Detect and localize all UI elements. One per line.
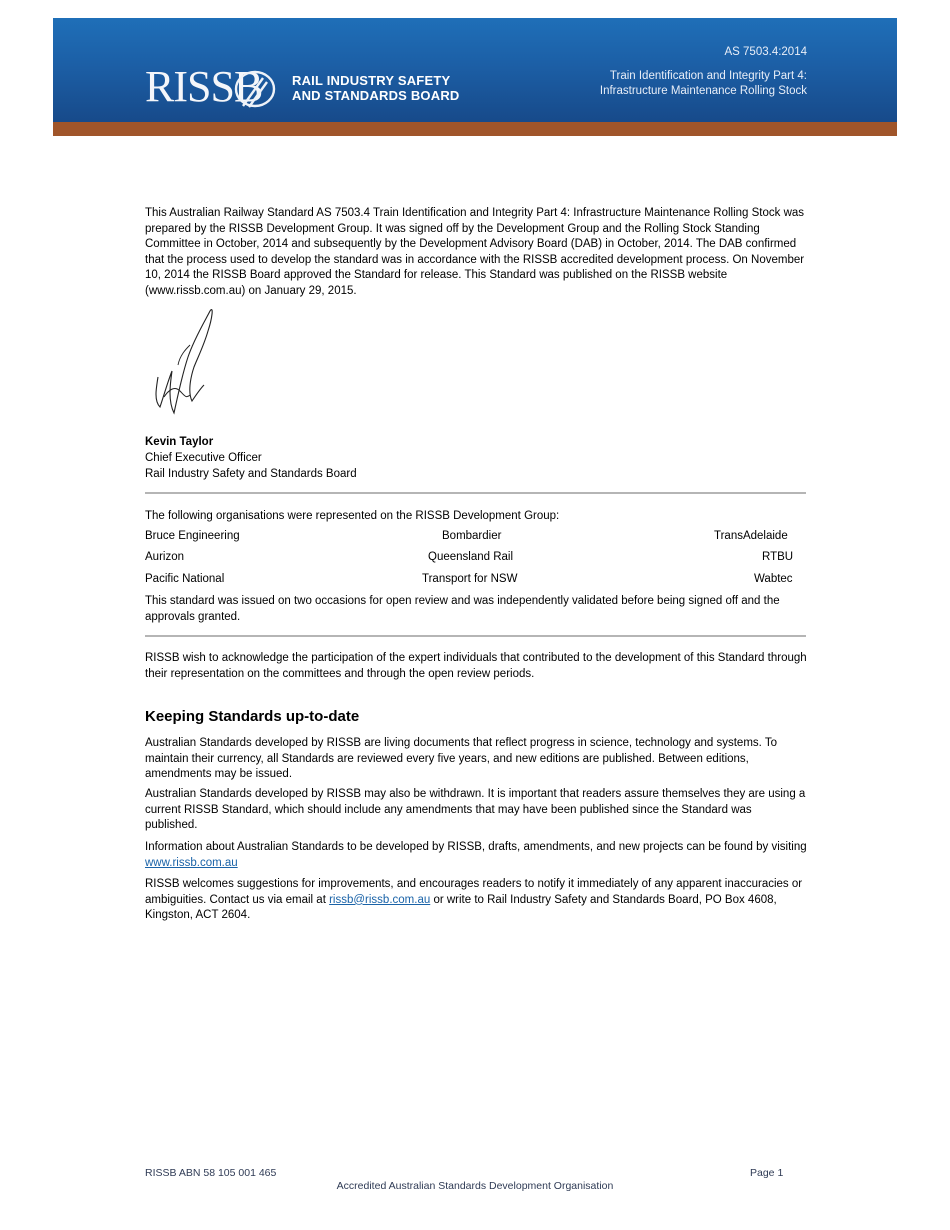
- document-title: [600, 69, 807, 99]
- signer-org: Rail Industry Safety and Standards Board: [145, 468, 357, 480]
- signer-block: [145, 434, 357, 482]
- org-name-line2: AND STANDARDS BOARD: [292, 88, 460, 103]
- signer-name: Kevin Taylor: [145, 436, 214, 448]
- org-cell: Queensland Rail: [428, 551, 514, 563]
- footer-abn: RISSB ABN 58 105 001 465: [145, 1167, 277, 1179]
- keeping-paragraph-2: Australian Standards developed by RISSB may also be withdrawn. It is important that readers assure themselves they are using a current RISSB Standard, which should include any amendments that may have been published since the Standard was published.: [145, 788, 806, 832]
- website-link[interactable]: www.rissb.com.au: [145, 856, 238, 869]
- acknowledgement-paragraph: RISSB wish to acknowledge the participation of the expert individuals that contributed to the development of this Standard through their representation on the committees and through the open review periods.: [145, 652, 807, 680]
- footer-accreditation: Accredited Australian Standards Development Organisation: [336, 1180, 614, 1192]
- keeping-paragraph-3: [145, 840, 807, 871]
- org-cell: Aurizon: [145, 551, 184, 563]
- org-cell: Bruce Engineering: [145, 530, 240, 542]
- organisations-intro: The following organisations were represented on the RISSB Development Group:: [145, 510, 560, 522]
- org-name-line1: RAIL INDUSTRY SAFETY: [292, 73, 451, 88]
- org-cell: TransAdelaide: [714, 530, 788, 542]
- intro-paragraph: This Australian Railway Standard AS 7503.4 Train Identification and Integrity Part 4: Infrastructure Maintenance Rolling Stock was prepared by the RISSB Development Group. It was signed off by the Development Group and the Rolling Stock Standing Committee in October, 2014 and subsequently by the Development Advisory Board (DAB) in October, 2014. The DAB confirmed that the process used to develop the standard was in accordance with the RISSB accredited development process. On November 10, 2014 the RISSB Board approved the Standard for release. This Standard was published on the RISSB website (www.rissb.com.au) on January 29, 2015.: [145, 207, 805, 297]
- header-stripe: [53, 122, 897, 136]
- section-heading: Keeping Standards up-to-date: [145, 708, 360, 725]
- document-title-line1: Train Identification and Integrity Part 4:: [609, 70, 807, 82]
- footer-page-number: Page 1: [750, 1167, 784, 1179]
- org-cell: Pacific National: [145, 573, 225, 585]
- divider: [145, 492, 806, 494]
- keeping-paragraph-4: [145, 877, 807, 924]
- keeping-paragraph-4-after: or write to Rail Industry Safety and Standards Board, PO Box 4608, Kingston, ACT 2604.: [145, 893, 777, 922]
- org-name: [292, 73, 460, 103]
- org-cell: Bombardier: [442, 530, 502, 542]
- signer-role: Chief Executive Officer: [145, 452, 262, 464]
- org-cell: Transport for NSW: [422, 573, 518, 585]
- keeping-paragraph-3-text: Information about Australian Standards to be developed by RISSB, drafts, amendments, and new projects can be found by visiting: [145, 841, 807, 853]
- keeping-paragraph-4-before: RISSB welcomes suggestions for improvements, and encourages readers to notify it immediately of any apparent inaccuracies or ambiguities. Contact us via email at: [145, 878, 803, 906]
- document-title-line2: Infrastructure Maintenance Rolling Stock: [599, 85, 807, 97]
- document-code: AS 7503.4:2014: [724, 46, 807, 58]
- email-link[interactable]: rissb@rissb.com.au: [329, 893, 431, 906]
- org-cell: RTBU: [762, 551, 794, 563]
- org-cell: Wabtec: [754, 573, 793, 585]
- divider: [145, 635, 806, 637]
- issued-note: This standard was issued on two occasions for open review and was independently validated before being signed off and the approvals granted.: [145, 595, 780, 623]
- rissb-logo-text: RISSB: [145, 62, 263, 111]
- signature-image: [150, 305, 220, 417]
- rissb-logo-mark-icon: [233, 68, 277, 110]
- keeping-paragraph-1: Australian Standards developed by RISSB are living documents that reflect progress in science, technology and systems. To maintain their currency, all Standards are reviewed every five years, and new editions are published. Between editions, amendments may be issued.: [145, 737, 777, 781]
